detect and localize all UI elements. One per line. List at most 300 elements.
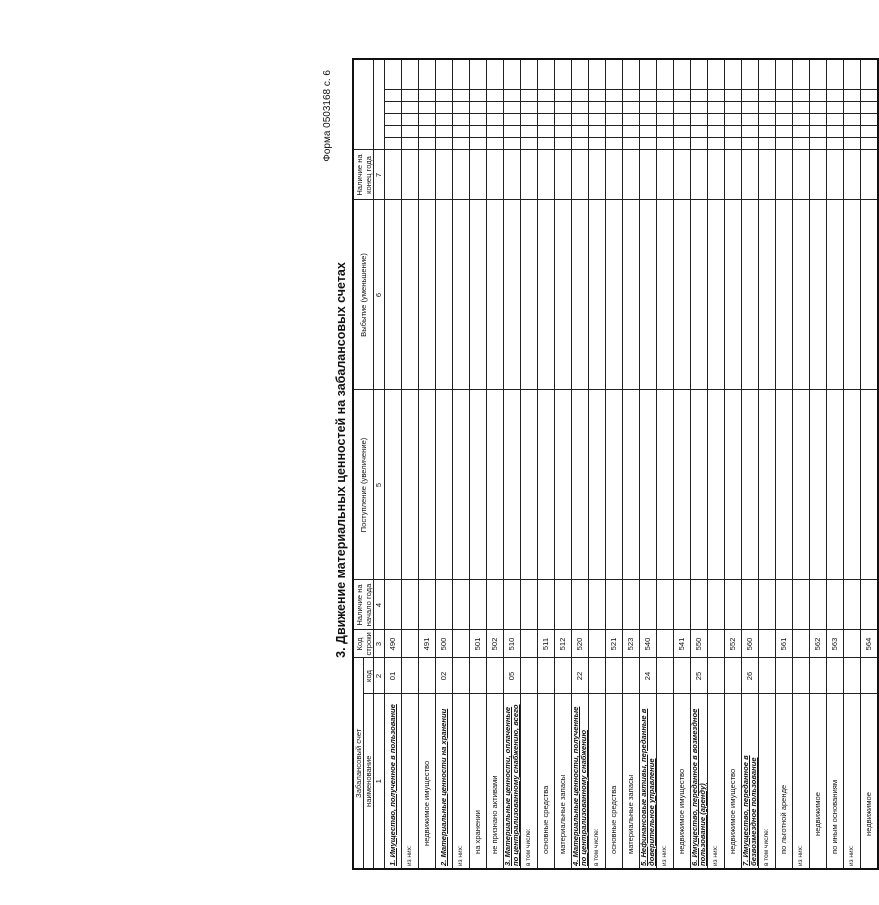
table-row bbox=[827, 59, 844, 869]
cell-blank bbox=[606, 114, 623, 126]
cell-closing bbox=[776, 150, 793, 200]
table-row bbox=[759, 59, 776, 869]
table-row bbox=[674, 59, 691, 869]
row-account-code bbox=[521, 658, 538, 694]
table-row bbox=[504, 59, 521, 869]
cell-disposal bbox=[623, 200, 640, 390]
cell-receipt bbox=[589, 390, 606, 580]
cell-blank bbox=[487, 90, 504, 102]
cell-closing bbox=[691, 150, 708, 200]
cell-disposal bbox=[640, 200, 657, 390]
row-name: по льготной аренде bbox=[776, 694, 793, 869]
cell-closing bbox=[487, 150, 504, 200]
col-number: 1 bbox=[374, 694, 385, 869]
cell-disposal bbox=[436, 200, 453, 390]
cell-blank bbox=[793, 126, 810, 138]
cell-blank bbox=[793, 59, 810, 90]
cell-blank bbox=[725, 102, 742, 114]
table-row bbox=[810, 59, 827, 869]
cell-disposal bbox=[589, 200, 606, 390]
cell-disposal bbox=[674, 200, 691, 390]
cell-blank bbox=[487, 114, 504, 126]
row-line-code: 511 bbox=[538, 630, 555, 658]
cell-blank bbox=[827, 114, 844, 126]
cell-blank bbox=[827, 90, 844, 102]
header-opening: Наличие на начало года bbox=[353, 580, 374, 630]
cell-blank bbox=[708, 59, 725, 90]
cell-opening bbox=[572, 580, 589, 630]
table-row bbox=[487, 59, 504, 869]
cell-closing bbox=[453, 150, 470, 200]
cell-receipt bbox=[504, 390, 521, 580]
cell-blank bbox=[521, 59, 538, 90]
row-name: 1. Имущество, полученное в пользование bbox=[385, 694, 402, 869]
cell-blank bbox=[589, 59, 606, 90]
row-name: 4. Материальные ценности, полученные по централизованному снабжению bbox=[572, 694, 589, 869]
cell-blank bbox=[470, 138, 487, 150]
cell-receipt bbox=[827, 390, 844, 580]
cell-blank bbox=[623, 138, 640, 150]
cell-closing bbox=[861, 150, 879, 200]
cell-receipt bbox=[419, 390, 436, 580]
cell-blank bbox=[572, 138, 589, 150]
row-line-code bbox=[793, 630, 810, 658]
row-account-code bbox=[759, 658, 776, 694]
cell-disposal bbox=[742, 200, 759, 390]
cell-opening bbox=[861, 580, 879, 630]
cell-receipt bbox=[810, 390, 827, 580]
row-line-code: 491 bbox=[419, 630, 436, 658]
cell-blank bbox=[776, 102, 793, 114]
cell-closing bbox=[657, 150, 674, 200]
row-name: не признано активами bbox=[487, 694, 504, 869]
cell-blank bbox=[419, 138, 436, 150]
row-account-code bbox=[623, 658, 640, 694]
cell-blank bbox=[385, 138, 402, 150]
cell-blank bbox=[861, 102, 879, 114]
row-name: недвижимое bbox=[861, 694, 879, 869]
cell-closing bbox=[725, 150, 742, 200]
cell-blank bbox=[827, 102, 844, 114]
row-line-code: 552 bbox=[725, 630, 742, 658]
cell-blank bbox=[487, 126, 504, 138]
cell-blank bbox=[487, 59, 504, 90]
cell-disposal bbox=[402, 200, 419, 390]
cell-blank bbox=[623, 114, 640, 126]
header-receipt: Поступление (увеличение) bbox=[353, 390, 374, 580]
cell-disposal bbox=[861, 200, 879, 390]
cell-blank bbox=[572, 114, 589, 126]
cell-blank bbox=[708, 138, 725, 150]
cell-receipt bbox=[725, 390, 742, 580]
cell-blank bbox=[402, 114, 419, 126]
col-number: 7 bbox=[374, 150, 385, 200]
table-row bbox=[640, 59, 657, 869]
cell-blank bbox=[708, 126, 725, 138]
cell-blank bbox=[487, 138, 504, 150]
cell-blank bbox=[691, 59, 708, 90]
cell-disposal bbox=[708, 200, 725, 390]
table-row bbox=[555, 59, 572, 869]
cell-closing bbox=[555, 150, 572, 200]
cell-opening bbox=[742, 580, 759, 630]
cell-disposal bbox=[419, 200, 436, 390]
cell-blank bbox=[589, 126, 606, 138]
cell-disposal bbox=[572, 200, 589, 390]
cell-closing bbox=[793, 150, 810, 200]
cell-blank bbox=[555, 114, 572, 126]
cell-blank bbox=[385, 59, 402, 90]
table-row bbox=[657, 59, 674, 869]
cell-disposal bbox=[844, 200, 861, 390]
cell-blank bbox=[453, 102, 470, 114]
cell-blank bbox=[555, 90, 572, 102]
cell-blank bbox=[844, 114, 861, 126]
cell-blank bbox=[674, 138, 691, 150]
col-number: 2 bbox=[374, 658, 385, 694]
cell-blank bbox=[776, 114, 793, 126]
table-row bbox=[419, 59, 436, 869]
section-title: 3. Движение материальных ценностей на забалансовых счетах bbox=[334, 262, 348, 658]
row-account-code bbox=[589, 658, 606, 694]
cell-closing bbox=[810, 150, 827, 200]
row-line-code bbox=[453, 630, 470, 658]
header-disposal: Выбытие (уменьшение) bbox=[353, 200, 374, 390]
cell-blank bbox=[572, 90, 589, 102]
cell-opening bbox=[555, 580, 572, 630]
table-row bbox=[521, 59, 538, 869]
cell-blank bbox=[453, 59, 470, 90]
row-name: в том числе: bbox=[589, 694, 606, 869]
cell-blank bbox=[810, 126, 827, 138]
table-row bbox=[572, 59, 589, 869]
table-row bbox=[385, 59, 402, 869]
cell-blank bbox=[572, 59, 589, 90]
column-number-row bbox=[374, 59, 385, 869]
cell-opening bbox=[759, 580, 776, 630]
row-name: 2. Материальные ценности на хранении bbox=[436, 694, 453, 869]
row-name: в том числе: bbox=[759, 694, 776, 869]
row-line-code: 541 bbox=[674, 630, 691, 658]
row-account-code: 26 bbox=[742, 658, 759, 694]
cell-blank bbox=[555, 59, 572, 90]
row-account-code: 25 bbox=[691, 658, 708, 694]
cell-blank bbox=[657, 114, 674, 126]
cell-receipt bbox=[402, 390, 419, 580]
row-account-code bbox=[470, 658, 487, 694]
cell-blank bbox=[555, 126, 572, 138]
cell-blank bbox=[759, 138, 776, 150]
row-name: из них: bbox=[453, 694, 470, 869]
cell-closing bbox=[436, 150, 453, 200]
row-line-code: 563 bbox=[827, 630, 844, 658]
table-row bbox=[538, 59, 555, 869]
row-account-code bbox=[453, 658, 470, 694]
header-line-code: Код строки bbox=[353, 630, 374, 658]
row-line-code bbox=[521, 630, 538, 658]
cell-blank bbox=[742, 90, 759, 102]
row-name: 3. Материальные ценности, оплаченные по централизованному снабжению, всего bbox=[504, 694, 521, 869]
cell-receipt bbox=[487, 390, 504, 580]
cell-blank bbox=[538, 138, 555, 150]
cell-receipt bbox=[759, 390, 776, 580]
cell-blank bbox=[742, 138, 759, 150]
cell-blank bbox=[521, 114, 538, 126]
cell-blank bbox=[470, 59, 487, 90]
cell-disposal bbox=[504, 200, 521, 390]
cell-blank bbox=[861, 59, 879, 90]
cell-blank bbox=[844, 90, 861, 102]
cell-receipt bbox=[606, 390, 623, 580]
cell-blank bbox=[691, 102, 708, 114]
cell-blank bbox=[861, 138, 879, 150]
cell-blank bbox=[385, 102, 402, 114]
cell-closing bbox=[674, 150, 691, 200]
cell-blank bbox=[504, 102, 521, 114]
row-name: из них: bbox=[793, 694, 810, 869]
cell-blank bbox=[657, 90, 674, 102]
cell-blank bbox=[436, 114, 453, 126]
cell-blank bbox=[725, 114, 742, 126]
cell-blank bbox=[589, 138, 606, 150]
cell-blank bbox=[436, 59, 453, 90]
cell-opening bbox=[436, 580, 453, 630]
cell-blank bbox=[419, 90, 436, 102]
cell-blank bbox=[674, 102, 691, 114]
row-line-code: 523 bbox=[623, 630, 640, 658]
cell-blank bbox=[640, 126, 657, 138]
cell-blank bbox=[708, 114, 725, 126]
cell-disposal bbox=[487, 200, 504, 390]
cell-blank bbox=[844, 126, 861, 138]
row-account-code: 22 bbox=[572, 658, 589, 694]
row-account-code: 01 bbox=[385, 658, 402, 694]
row-line-code: 512 bbox=[555, 630, 572, 658]
cell-blank bbox=[504, 90, 521, 102]
cell-blank bbox=[504, 114, 521, 126]
row-line-code: 562 bbox=[810, 630, 827, 658]
cell-blank bbox=[436, 138, 453, 150]
cell-blank bbox=[844, 59, 861, 90]
cell-blank bbox=[470, 102, 487, 114]
row-account-code bbox=[606, 658, 623, 694]
cell-closing bbox=[759, 150, 776, 200]
row-account-code bbox=[827, 658, 844, 694]
cell-receipt bbox=[572, 390, 589, 580]
cell-blank bbox=[674, 114, 691, 126]
cell-blank bbox=[793, 90, 810, 102]
table-row bbox=[844, 59, 861, 869]
row-line-code: 510 bbox=[504, 630, 521, 658]
cell-closing bbox=[708, 150, 725, 200]
cell-blank bbox=[810, 114, 827, 126]
row-account-code bbox=[419, 658, 436, 694]
cell-disposal bbox=[453, 200, 470, 390]
cell-blank bbox=[606, 90, 623, 102]
cell-blank bbox=[521, 102, 538, 114]
cell-blank bbox=[623, 90, 640, 102]
row-line-code bbox=[402, 630, 419, 658]
cell-blank bbox=[538, 59, 555, 90]
cell-closing bbox=[844, 150, 861, 200]
cell-blank bbox=[538, 114, 555, 126]
row-line-code: 561 bbox=[776, 630, 793, 658]
cell-blank bbox=[436, 126, 453, 138]
cell-disposal bbox=[521, 200, 538, 390]
cell-blank bbox=[776, 126, 793, 138]
col-number: 3 bbox=[374, 630, 385, 658]
cell-blank bbox=[776, 138, 793, 150]
cell-blank bbox=[623, 126, 640, 138]
cell-blank bbox=[725, 59, 742, 90]
cell-blank bbox=[725, 90, 742, 102]
cell-disposal bbox=[657, 200, 674, 390]
cell-blank bbox=[419, 59, 436, 90]
row-account-code bbox=[487, 658, 504, 694]
row-account-code bbox=[844, 658, 861, 694]
cell-blank bbox=[810, 138, 827, 150]
cell-blank bbox=[555, 138, 572, 150]
row-line-code: 502 bbox=[487, 630, 504, 658]
cell-blank bbox=[436, 102, 453, 114]
cell-blank bbox=[674, 59, 691, 90]
cell-blank bbox=[759, 90, 776, 102]
cell-blank bbox=[827, 126, 844, 138]
cell-blank bbox=[691, 114, 708, 126]
cell-blank bbox=[402, 138, 419, 150]
header-code: код bbox=[364, 658, 374, 694]
cell-receipt bbox=[436, 390, 453, 580]
cell-blank bbox=[419, 126, 436, 138]
cell-closing bbox=[572, 150, 589, 200]
row-account-code bbox=[708, 658, 725, 694]
row-line-code bbox=[708, 630, 725, 658]
cell-opening bbox=[538, 580, 555, 630]
table-row bbox=[776, 59, 793, 869]
cell-blank bbox=[742, 59, 759, 90]
cell-blank bbox=[691, 138, 708, 150]
cell-closing bbox=[589, 150, 606, 200]
cell-blank bbox=[725, 126, 742, 138]
col-number: 6 bbox=[374, 200, 385, 390]
cell-blank bbox=[419, 114, 436, 126]
row-name: недвижимое bbox=[810, 694, 827, 869]
cell-blank bbox=[555, 102, 572, 114]
cell-blank bbox=[793, 102, 810, 114]
cell-blank bbox=[861, 114, 879, 126]
header-name: наименование bbox=[364, 694, 374, 869]
cell-blank bbox=[742, 102, 759, 114]
row-name: недвижимое имущество bbox=[674, 694, 691, 869]
row-line-code bbox=[657, 630, 674, 658]
row-account-code: 02 bbox=[436, 658, 453, 694]
col-number-blank bbox=[374, 59, 385, 150]
cell-blank bbox=[402, 126, 419, 138]
table-row bbox=[606, 59, 623, 869]
cell-closing bbox=[385, 150, 402, 200]
cell-blank bbox=[640, 138, 657, 150]
header-blank bbox=[353, 59, 374, 150]
cell-blank bbox=[640, 102, 657, 114]
cell-closing bbox=[742, 150, 759, 200]
cell-receipt bbox=[793, 390, 810, 580]
row-account-code bbox=[555, 658, 572, 694]
cell-opening bbox=[487, 580, 504, 630]
cell-receipt bbox=[844, 390, 861, 580]
cell-disposal bbox=[691, 200, 708, 390]
cell-blank bbox=[538, 102, 555, 114]
header-account-group: Забалансовый счет bbox=[353, 658, 364, 869]
row-name: недвижимое имущество bbox=[725, 694, 742, 869]
cell-opening bbox=[674, 580, 691, 630]
row-line-code: 560 bbox=[742, 630, 759, 658]
cell-blank bbox=[640, 90, 657, 102]
table-row bbox=[861, 59, 879, 869]
cell-blank bbox=[385, 90, 402, 102]
row-name: материальные запасы bbox=[555, 694, 572, 869]
cell-opening bbox=[844, 580, 861, 630]
table-row bbox=[453, 59, 470, 869]
cell-blank bbox=[827, 138, 844, 150]
row-name: основные средства bbox=[606, 694, 623, 869]
cell-opening bbox=[453, 580, 470, 630]
row-account-code bbox=[861, 658, 879, 694]
cell-opening bbox=[708, 580, 725, 630]
table-row bbox=[470, 59, 487, 869]
cell-receipt bbox=[623, 390, 640, 580]
cell-closing bbox=[640, 150, 657, 200]
cell-disposal bbox=[776, 200, 793, 390]
cell-blank bbox=[810, 59, 827, 90]
cell-blank bbox=[657, 126, 674, 138]
cell-blank bbox=[572, 126, 589, 138]
table-row bbox=[623, 59, 640, 869]
cell-disposal bbox=[470, 200, 487, 390]
cell-closing bbox=[827, 150, 844, 200]
cell-blank bbox=[742, 114, 759, 126]
offbalance-table bbox=[352, 58, 879, 870]
cell-receipt bbox=[385, 390, 402, 580]
cell-blank bbox=[640, 59, 657, 90]
cell-blank bbox=[691, 126, 708, 138]
table-row bbox=[436, 59, 453, 869]
cell-opening bbox=[776, 580, 793, 630]
cell-receipt bbox=[453, 390, 470, 580]
cell-receipt bbox=[708, 390, 725, 580]
row-account-code bbox=[402, 658, 419, 694]
cell-closing bbox=[521, 150, 538, 200]
cell-receipt bbox=[657, 390, 674, 580]
cell-blank bbox=[606, 59, 623, 90]
cell-blank bbox=[589, 102, 606, 114]
row-name: материальные запасы bbox=[623, 694, 640, 869]
row-line-code bbox=[759, 630, 776, 658]
cell-blank bbox=[810, 90, 827, 102]
row-line-code: 540 bbox=[640, 630, 657, 658]
header-row-1 bbox=[353, 59, 364, 869]
row-line-code: 521 bbox=[606, 630, 623, 658]
row-account-code bbox=[793, 658, 810, 694]
cell-blank bbox=[657, 102, 674, 114]
cell-opening bbox=[385, 580, 402, 630]
cell-receipt bbox=[470, 390, 487, 580]
col-number: 5 bbox=[374, 390, 385, 580]
cell-closing bbox=[606, 150, 623, 200]
cell-blank bbox=[640, 114, 657, 126]
cell-closing bbox=[470, 150, 487, 200]
cell-blank bbox=[759, 59, 776, 90]
cell-blank bbox=[504, 138, 521, 150]
